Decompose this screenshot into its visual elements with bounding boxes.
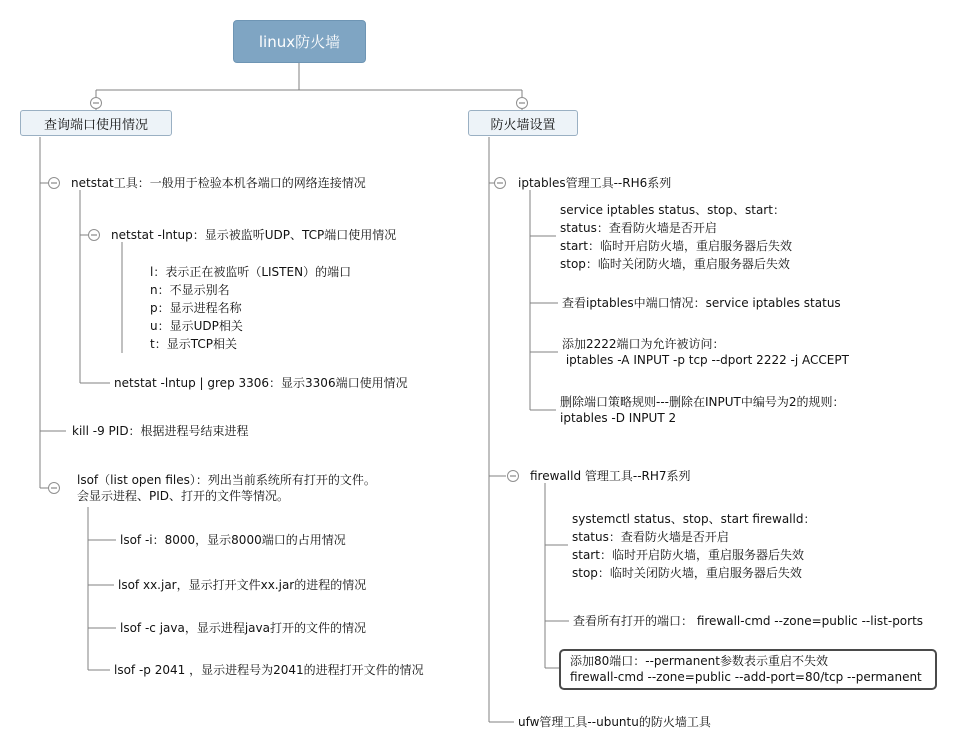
node-netstat-lntup[interactable]: netstat -lntup：显示被监听UDP、TCP端口使用情况 [111, 228, 397, 242]
option-n[interactable]: n：不显示别名 [150, 283, 230, 297]
firewalld-item[interactable]: systemctl status、stop、start firewalld： status：查看防火墙是否开启 start：临时开启防火墙，重启服务器后失效 stop：临时关闭防火墙，重启服务器后失效 [572, 512, 816, 580]
firewalld-item[interactable]: 查看所有打开的端口： firewall-cmd --zone=public --list-ports [573, 614, 924, 628]
lsof-item[interactable]: lsof -i：8000，显示8000端口的占用情况 [120, 533, 346, 547]
iptables-item[interactable]: 删除端口策略规则---删除在INPUT中编号为2的规则： iptables -D INPUT 2 [560, 395, 845, 425]
node-kill[interactable]: kill -9 PID：根据进程号结束进程 [72, 424, 249, 438]
option-u[interactable]: u：显示UDP相关 [150, 319, 243, 333]
lsof-item[interactable]: lsof -c java，显示进程java打开的文件的情况 [120, 621, 366, 635]
lsof-item[interactable]: lsof xx.jar，显示打开文件xx.jar的进程的情况 [118, 578, 367, 592]
firewalld-item-highlighted[interactable]: 添加80端口：--permanent参数表示重启不失效 firewall-cmd --zone=public --add-port=80/tcp --permanent [570, 654, 922, 684]
option-t[interactable]: t：显示TCP相关 [150, 337, 237, 351]
root-node[interactable]: linux防火墙 [233, 20, 366, 63]
option-p[interactable]: p：显示进程名称 [150, 301, 242, 315]
node-lsof[interactable]: lsof（list open files）：列出当前系统所有打开的文件。 会显示进程、PID、打开的文件等情况。 [77, 473, 376, 503]
node-netstat-grep[interactable]: netstat -lntup | grep 3306：显示3306端口使用情况 [114, 376, 408, 390]
branch-firewall-settings[interactable]: 防火墙设置 [468, 110, 578, 136]
iptables-item[interactable]: service iptables status、stop、start： status：查看防火墙是否开启 start：临时开启防火墙，重启服务器后失效 stop：临时关闭防火墙，重启服务器后失效 [560, 203, 792, 271]
lsof-item[interactable]: lsof -p 2041 ，显示进程号为2041的进程打开文件的情况 [114, 663, 424, 677]
node-iptables[interactable]: iptables管理工具--RH6系列 [518, 176, 672, 190]
iptables-item[interactable]: 添加2222端口为允许被访问： iptables -A INPUT -p tcp --dport 2222 -j ACCEPT [562, 337, 849, 367]
node-netstat[interactable]: netstat工具：一般用于检验本机各端口的网络连接情况 [71, 176, 366, 190]
iptables-item[interactable]: 查看iptables中端口情况：service iptables status [562, 296, 841, 310]
branch-query-ports[interactable]: 查询端口使用情况 [20, 110, 172, 136]
node-firewalld[interactable]: firewalld 管理工具--RH7系列 [530, 469, 691, 483]
option-l[interactable]: l：表示正在被监听（LISTEN）的端口 [150, 265, 352, 279]
node-ufw[interactable]: ufw管理工具--ubuntu的防火墙工具 [518, 715, 711, 729]
